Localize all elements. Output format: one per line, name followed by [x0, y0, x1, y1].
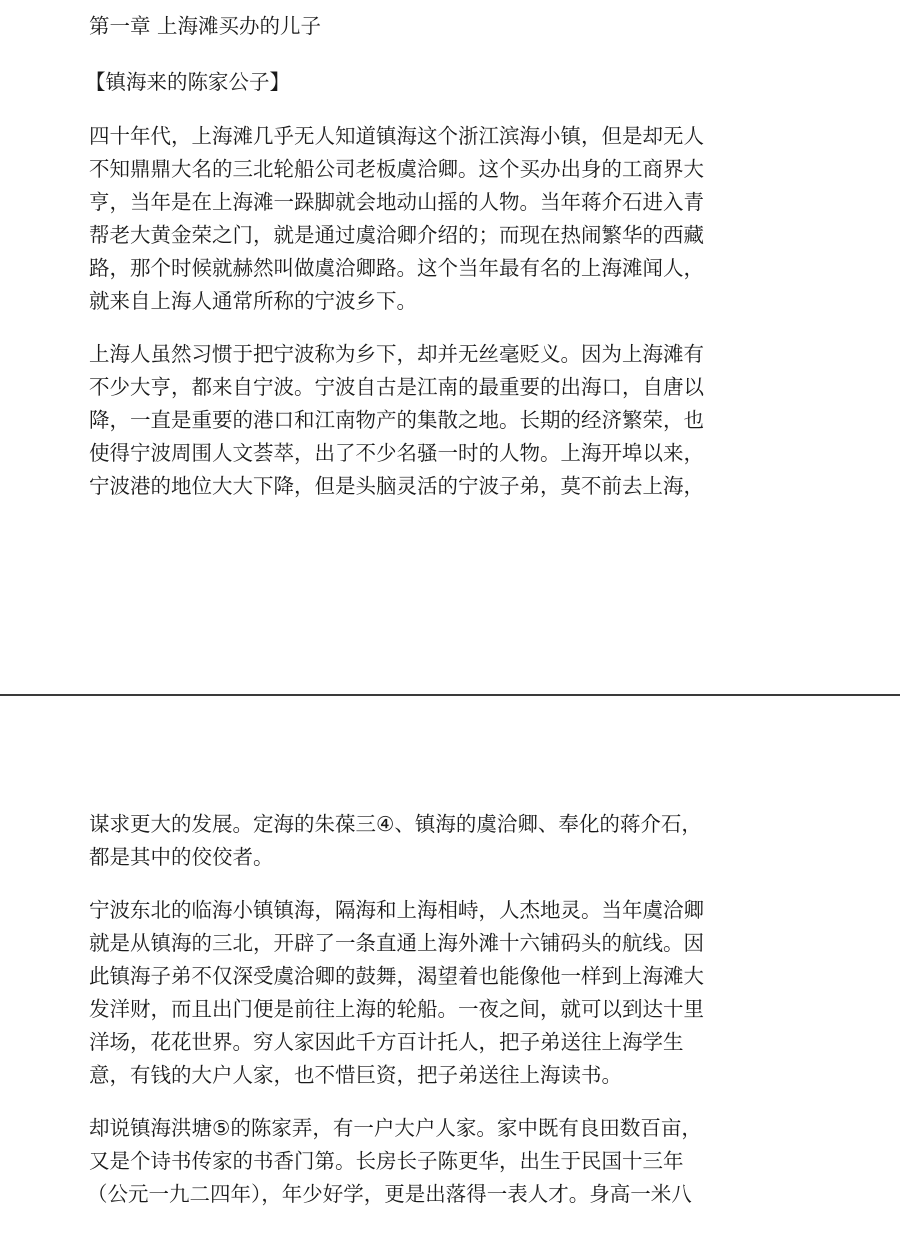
paragraph-line: 发洋财，而且出门便是前往上海的轮船。一夜之间，就可以到达十里: [89, 997, 704, 1021]
paragraph-line: 又是个诗书传家的书香门第。长房长子陈更华，出生于民国十三年: [89, 1149, 684, 1173]
paragraph-line: 此镇海子弟不仅深受虞洽卿的鼓舞，渴望着也能像他一样到上海滩大: [89, 964, 704, 988]
paragraph-line: 宁波港的地位大大下降，但是头脑灵活的宁波子弟，莫不前去上海，: [89, 474, 704, 498]
paragraph-1: [89, 120, 829, 318]
paragraph-line: 宁波东北的临海小镇镇海，隔海和上海相峙，人杰地灵。当年虞洽卿: [89, 898, 704, 922]
paragraph-line: 路，那个时候就赫然叫做虞洽卿路。这个当年最有名的上海滩闻人，: [89, 256, 704, 280]
paragraph-3: [89, 808, 829, 874]
paragraph-line: 就来自上海人通常所称的宁波乡下。: [89, 289, 417, 313]
paragraph-line: 亨，当年是在上海滩一跺脚就会地动山摇的人物。当年蒋介石进入青: [89, 190, 704, 214]
paragraph-line: （公元一九二四年），年少好学，更是出落得一表人才。身高一米八: [87, 1182, 692, 1206]
paragraph-line: 都是其中的佼佼者。: [89, 845, 274, 869]
paragraph-line: 意，有钱的大户人家，也不惜巨资，把子弟送往上海读书。: [89, 1063, 622, 1087]
page-2-content: [89, 808, 829, 1231]
paragraph-line: 降，一直是重要的港口和江南物产的集散之地。长期的经济繁荣，也: [89, 408, 704, 432]
section-title: 【镇海来的陈家公子】: [85, 70, 290, 94]
page-1-content: [85, 8, 829, 523]
paragraph-line: 洋场，花花世界。穷人家因此千方百计托人，把子弟送往上海学生: [89, 1030, 684, 1054]
paragraph-line: 就是从镇海的三北，开辟了一条直通上海外滩十六铺码头的航线。因: [89, 931, 704, 955]
paragraph-line: 谋求更大的发展。定海的朱葆三④、镇海的虞洽卿、奉化的蒋介石，: [89, 812, 702, 836]
paragraph-line: 不少大亨，都来自宁波。宁波自古是江南的最重要的出海口，自唐以: [89, 375, 704, 399]
chapter-title: 第一章 上海滩买办的儿子: [89, 14, 322, 38]
paragraph-line: 上海人虽然习惯于把宁波称为乡下，却并无丝毫贬义。因为上海滩有: [89, 342, 704, 366]
page-2: [0, 696, 900, 1243]
paragraph-2: [89, 338, 829, 503]
paragraph-line: 帮老大黄金荣之门，就是通过虞洽卿介绍的；而现在热闹繁华的西藏: [89, 223, 704, 247]
paragraph-line: 四十年代，上海滩几乎无人知道镇海这个浙江滨海小镇，但是却无人: [89, 124, 704, 148]
paragraph-5: [89, 1112, 829, 1211]
paragraph-line: 却说镇海洪塘⑤的陈家弄，有一户大户人家。家中既有良田数百亩，: [89, 1116, 702, 1140]
paragraph-4: [89, 894, 829, 1092]
paragraph-line: 使得宁波周围人文荟萃，出了不少名骚一时的人物。上海开埠以来，: [89, 441, 704, 465]
paragraph-line: 不知鼎鼎大名的三北轮船公司老板虞洽卿。这个买办出身的工商界大: [89, 157, 704, 181]
